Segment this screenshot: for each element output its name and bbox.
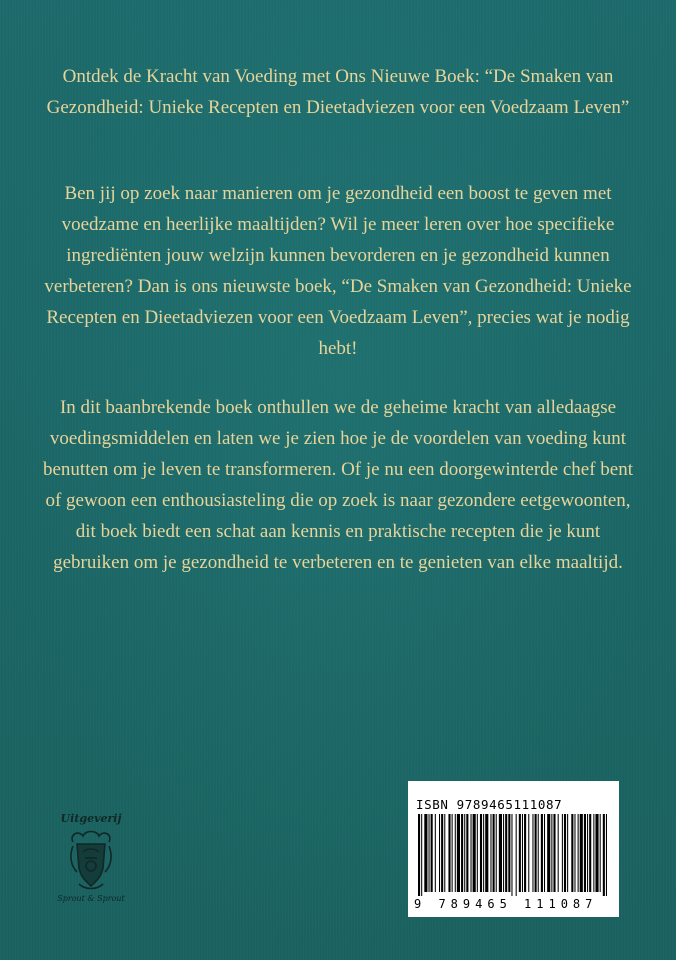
barcode-bar (516, 814, 517, 896)
isbn-barcode (408, 781, 619, 917)
barcode-bar (558, 814, 559, 892)
barcode-bar (448, 814, 450, 892)
barcode-bar (567, 814, 568, 892)
barcode-bar (541, 814, 543, 892)
barcode-bar (471, 814, 472, 892)
barcode-bar (473, 814, 476, 892)
barcode-bar (431, 814, 433, 892)
barcode-bar (466, 814, 468, 892)
barcode-bar (593, 814, 594, 892)
barcode-bar (424, 814, 427, 892)
barcode-bar (547, 814, 550, 892)
barcode-bar (508, 814, 510, 892)
barcode-bar (441, 814, 443, 892)
barcode-bar (587, 814, 588, 892)
barcode-bar (418, 814, 420, 896)
barcode-bar (606, 814, 607, 896)
intro-heading-paragraph: Ontdek de Kracht van Voeding met Ons Nieuwe Boek: “De Smaken van Gezondheid: Unieke Recepten en Dieetadviezen voor een Voedzaam Leven” (46, 66, 630, 118)
barcode-bar (603, 814, 605, 896)
isbn-digits: 9 789465 111087 (414, 897, 598, 911)
barcode-bar (574, 814, 575, 892)
barcode-bar (595, 814, 598, 892)
barcode-bar (457, 814, 460, 892)
barcode-bar (524, 814, 526, 892)
barcode-bar (455, 814, 456, 892)
barcode-bar (532, 814, 533, 892)
barcode-bar (499, 814, 502, 892)
barcode-bar (503, 814, 504, 892)
barcode-bar (551, 814, 552, 892)
description-paragraph-1: Ben jij op zoek naar manieren om je gezondheid een boost te geven met voedzame en heerlijke maaltijden? Wil je meer leren over hoe specifieke ingrediënten jouw welzijn kunnen bevorderen en je gezondheid kunnen verbeteren? Dan is ons nieuwste boek, “De Smaken van Gezondheid: Unieke Recepten en Dieetadviezen voor een Voedzaam Leven”, precies wat je nodig hebt! (44, 183, 632, 359)
barcode-bar (464, 814, 465, 892)
barcode-bar (483, 814, 484, 892)
barcode-bar (429, 814, 430, 892)
barcode-bar (571, 814, 573, 892)
barcode-bar (564, 814, 566, 892)
barcode-bar (538, 814, 539, 892)
barcode-bar (553, 814, 555, 892)
barcode-bar (522, 814, 523, 892)
barcode-bar (535, 814, 537, 892)
barcode-bar (600, 814, 601, 892)
barcode-bar (578, 814, 579, 892)
barcode-bar (477, 814, 478, 892)
barcode-bar (435, 814, 436, 892)
barcode-bar (544, 814, 545, 892)
barcode-bar (496, 814, 497, 892)
barcode-bar (580, 814, 583, 892)
barcode-bar (493, 814, 495, 892)
crest-emblem-icon (67, 828, 115, 892)
publisher-name: Sprout & Sprout (57, 894, 125, 903)
barcode-bar (584, 814, 586, 892)
barcode-bar (490, 814, 491, 892)
isbn-label: ISBN 9789465111087 (416, 797, 563, 812)
barcode-bar (505, 814, 507, 892)
barcode-bar (519, 814, 521, 892)
barcode-bar (485, 814, 488, 892)
barcode-bar (439, 814, 440, 892)
publisher-label: Uitgeverij (60, 812, 122, 825)
barcode-bar (589, 814, 591, 892)
barcode-bars (416, 814, 612, 896)
barcode-bar (452, 814, 453, 892)
barcode-bar (528, 814, 529, 892)
barcode-bar (480, 814, 482, 892)
barcode-bar (562, 814, 563, 892)
barcode-bar (421, 814, 422, 896)
barcode-bar (511, 814, 512, 896)
barcode-bar (461, 814, 463, 892)
publisher-logo (55, 812, 127, 912)
barcode-bar (444, 814, 445, 892)
description-paragraph-2: In dit baanbrekende boek onthullen we de geheime kracht van alledaagse voedingsmiddelen en laten we je zien hoe je de voordelen van voeding kunt benutten om je leven te transformeren. Of je nu een doorgewinterde chef bent of gewoon een enthousiasteling die op zoek is naar gezondere eetgewoonten, dit boek biedt een schat aan kennis en praktische recepten die je kunt gebruiken om je gezondheid te verbeteren en te genieten van elke maaltijd. (42, 397, 633, 573)
